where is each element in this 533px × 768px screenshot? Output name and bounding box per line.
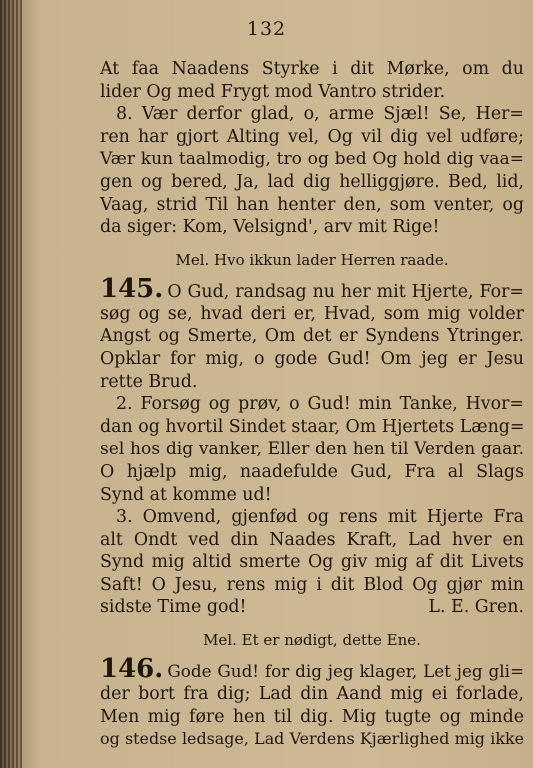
text-line: rette Brud.: [100, 371, 198, 392]
text-line: sel hos dig vanker, Eller den hen til Verden gaar.: [100, 439, 524, 460]
melody-heading: Mel. Et er nødigt, dette Ene.: [203, 631, 421, 650]
page-text: [100, 58, 524, 751]
hymn-first-line-text: Gode Gud! for dig jeg klager, Let jeg gli=: [167, 661, 524, 682]
text-line: Men mig føre hen til dig. Mig tugte og minde: [100, 706, 524, 727]
text-line: Saft! O Jesu, rens mig i dit Blod Og gjør min: [100, 574, 524, 595]
hymn-number: 145.: [100, 273, 164, 304]
text-line: Angst og Smerte, Om det er Syndens Ytringer.: [100, 326, 524, 347]
text-line: dan og hvortil Sindet staar, Om Hjertets Læng=: [100, 416, 525, 437]
text-line: Synd mig altid smerte Og giv mig af dit Livets: [100, 552, 524, 573]
text-line: da siger: Kom, Velsignd', arv mit Rige!: [100, 217, 440, 238]
text-line: ren har gjort Alting vel, Og vil dig vel udføre;: [100, 126, 524, 147]
text-line: der bort fra dig; Lad din Aand mig ei forlade,: [100, 684, 524, 705]
text-line: og stedse ledsage, Lad Verdens Kjærlighed mig ikke: [100, 729, 524, 749]
text-line: Vær kun taalmodig, tro og bed Og hold dig vaa=: [100, 149, 524, 170]
melody-heading: Mel. Hvo ikkun lader Herren raade.: [175, 250, 449, 269]
hymn-first-line: [100, 653, 524, 683]
text-line: gen og bered, Ja, lad dig helliggjøre. Bed, lid,: [100, 171, 524, 192]
text-line: 8. Vær derfor glad, o, arme Sjæl! Se, Her=: [116, 104, 524, 125]
text-line: Opklar for mig, o gode Gud! Om jeg er Jesu: [100, 348, 524, 369]
text-line: O hjælp mig, naadefulde Gud, Fra al Slags: [100, 461, 524, 482]
text-line: Synd at komme ud!: [100, 484, 272, 505]
text-line: søg og se, hvad deri er, Hvad, som mig volder: [100, 303, 524, 324]
text-line: lider Og med Frygt mod Vantro strider.: [100, 81, 446, 102]
book-binding: [0, 0, 22, 768]
page-number: 132: [246, 18, 287, 40]
hymn-author-signature: L. E. Gren.: [428, 597, 524, 618]
text-line: 3. Omvend, gjenfød og rens mit Hjerte Fra: [116, 507, 524, 528]
hymn-first-line-text: O Gud, randsag nu her mit Hjerte, For=: [167, 281, 524, 302]
text-line-with-signature: [100, 596, 524, 619]
hymn-number: 146.: [100, 654, 164, 685]
text-line: 2. Forsøg og prøv, o Gud! min Tanke, Hvor=: [116, 394, 524, 415]
hymn-first-line: [100, 273, 524, 303]
text-line: alt Ondt ved din Naades Kraft, Lad hver en: [100, 529, 524, 550]
text-line: At faa Naadens Styrke i dit Mørke, om du: [100, 59, 524, 79]
text-line: sidste Time god!: [100, 597, 247, 618]
text-line: Vaag, strid Til han henter den, som venter, og: [100, 194, 524, 215]
